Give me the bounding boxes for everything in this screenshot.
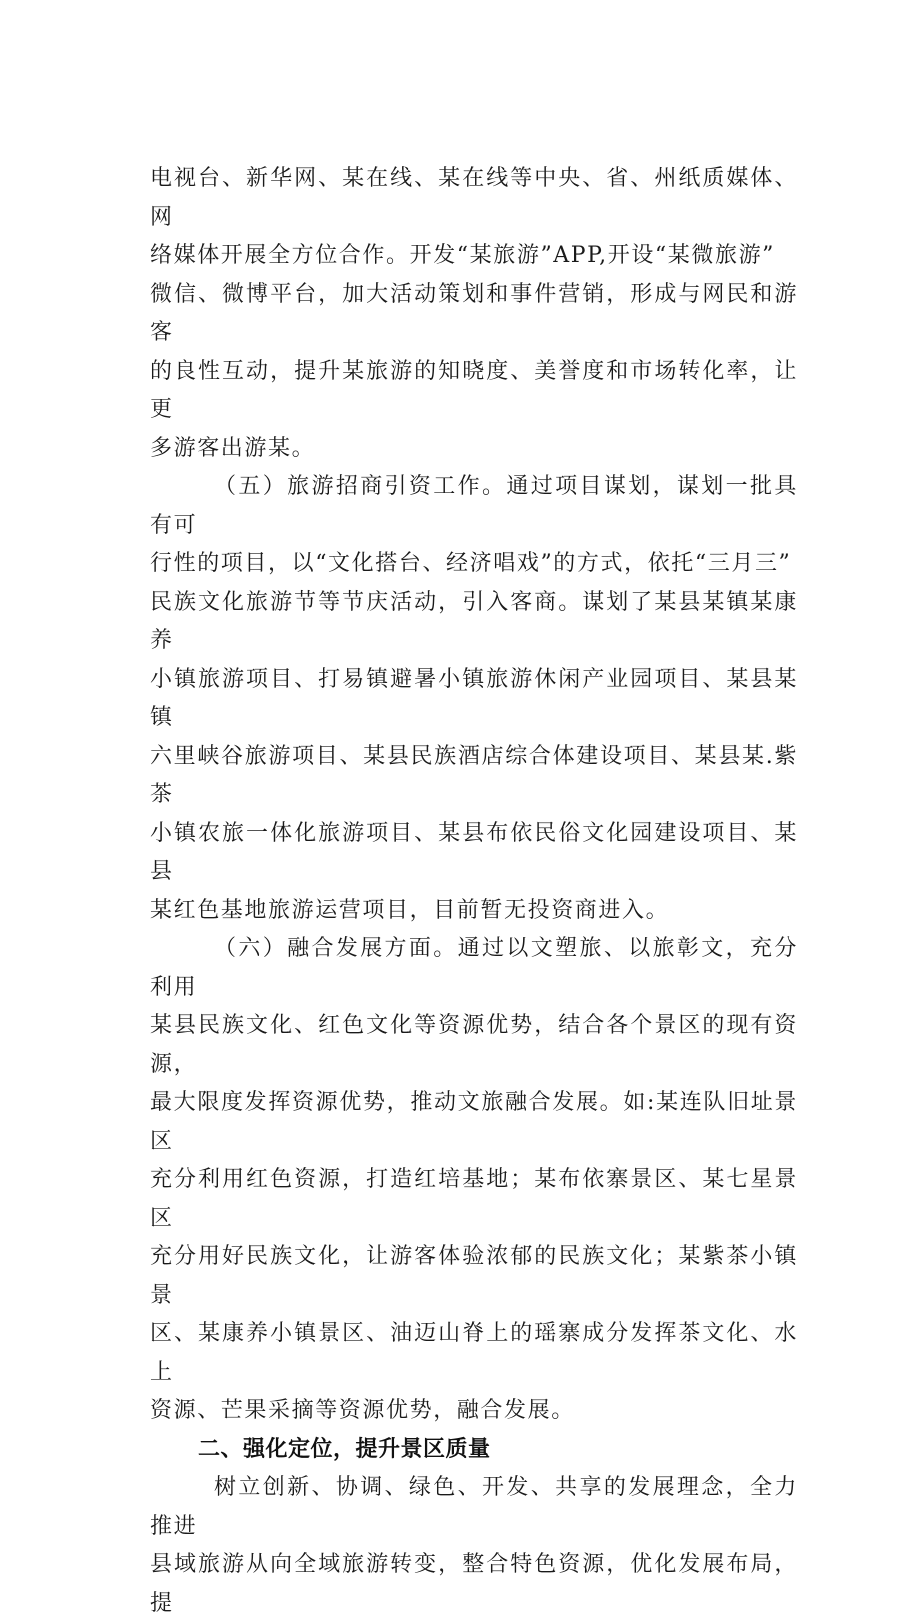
text-line: 资源、芒果采摘等资源优势，融合发展。 (150, 1398, 575, 1423)
text-line: 树立创新、协调、绿色、开发、共享的发展理念，全力推进 (150, 1475, 798, 1539)
text-line: 某红色基地旅游运营项目，目前暂无投资商进入。 (150, 897, 670, 923)
paragraph-investment (150, 468, 798, 930)
paragraph-closing (150, 1469, 798, 1623)
text-line: 充分用好民族文化，让游客体验浓郁的民族文化；某紫茶小镇景 (150, 1244, 798, 1308)
paragraph-media-cooperation (150, 160, 798, 468)
text-line: 县域旅游从向全域旅游转变，整合特色资源，优化发展布局，提 (150, 1552, 798, 1616)
section-heading: 二、强化定位，提升景区质量 (198, 1436, 491, 1462)
text-line: 小镇旅游项目、打易镇避暑小镇旅游休闲产业园项目、某县某镇 (150, 666, 798, 730)
text-line: 民族文化旅游节等节庆活动，引入客商。谋划了某县某镇某康养 (150, 589, 798, 653)
text-line: 络媒体开展全方位合作。开发“某旅游”APP,开设“某微旅游” (150, 243, 776, 268)
text-line: 电视台、新华网、某在线、某在线等中央、省、州纸质媒体、网 (150, 166, 798, 230)
document-body (150, 160, 798, 1623)
text-line: 最大限度发挥资源优势，推动文旅融合发展。如:某连队旧址景区 (150, 1090, 798, 1154)
text-line: 充分利用红色资源，打造红培基地；某布依寨景区、某七星景区 (150, 1167, 798, 1231)
text-line: 某县民族文化、红色文化等资源优势，结合各个景区的现有资源， (150, 1013, 798, 1077)
text-line: 微信、微博平台，加大活动策划和事件营销，形成与网民和游客 (150, 281, 798, 345)
text-line: （六）融合发展方面。通过以文塑旅、以旅彰文，充分利用 (150, 936, 798, 1000)
text-line: 的良性互动，提升某旅游的知晓度、美誉度和市场转化率，让更 (150, 358, 798, 422)
text-line: 小镇农旅一体化旅游项目、某县布依民俗文化园建设项目、某县 (150, 820, 798, 884)
text-line: 多游客出游某。 (150, 435, 316, 461)
text-line: 区、某康养小镇景区、油迈山脊上的瑶寨成分发挥茶文化、水上 (150, 1321, 798, 1385)
text-line: 六里峡谷旅游项目、某县民族酒店综合体建设项目、某县某.紫茶 (150, 743, 798, 807)
text-line: （五）旅游招商引资工作。通过项目谋划，谋划一批具有可 (150, 474, 798, 538)
text-line: 行性的项目，以“文化搭台、经济唱戏”的方式，依托“三月三” (150, 551, 792, 576)
paragraph-integration (150, 930, 798, 1431)
